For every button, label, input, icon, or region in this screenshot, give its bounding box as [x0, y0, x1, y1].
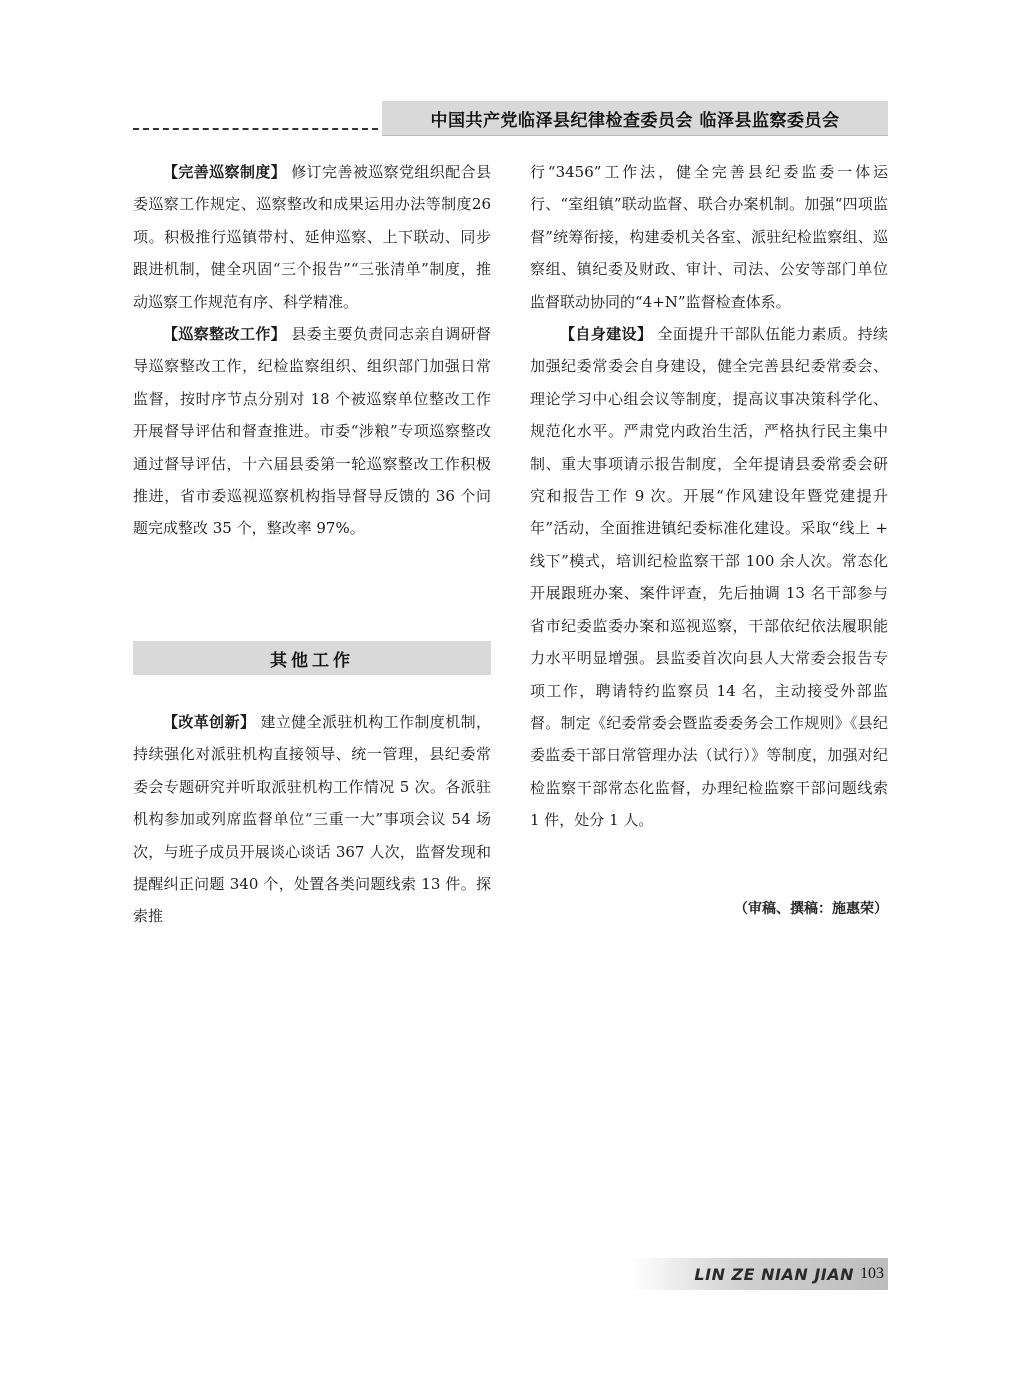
paragraph-reform-innovation: [133, 706, 491, 933]
paragraph-text: 县委主要负责同志亲自调研督导巡察整改工作，纪检监察组织、组织部门加强日常监督，按时序节点分别对 18 个被巡察单位整改工作开展督导评估和督查推进。市委“涉粮”专项巡察整改通过督导评估，十六届县委第一轮巡察整改工作积极推进，省市委巡视巡察机构指导督导反馈的 36 个问题完成整改 35 个，整改率 97%。: [133, 325, 491, 538]
paragraph-reform-innovation-continued: 行“3456”工作法，健全完善县纪委监委一体运行、“室组镇”联动监督、联合办案机制。加强“四项监督”统筹衔接，构建委机关各室、派驻纪检监察组、巡察组、镇纪委及财政、审计、司法、公安等部门单位监督联动协同的“4+N”监督检查体系。: [530, 163, 888, 311]
page-footer: [630, 1258, 888, 1290]
paragraph-text: 建立健全派驻机构工作制度机制，持续强化对派驻机构直接领导、统一管理，县纪委常委会专题研究并听取派驻机构工作情况 5 次。各派驻机构参加或列席监督单位“三重一大”事项会议 54 场次，与班子成员开展谈心谈话 367 人次，监督发现和提醒纠正问题 340 个，处置各类问题线索 13 件。探索推: [133, 713, 491, 926]
paragraph-self-building: [530, 318, 888, 837]
author-credit: （审稿、撰稿：施惠荣）: [734, 901, 888, 917]
paragraph-inspection-system: [133, 156, 491, 318]
left-column-lower: [133, 706, 491, 933]
paragraph-text: 修订完善被巡察党组织配合县委巡察工作规定、巡察整改和成果运用办法等制度26项。积极推行巡镇带村、延伸巡察、上下联动、同步跟进机制，健全巩固“三个报告”“三张清单”制度，推动巡察工作规范有序、科学精准。: [133, 163, 491, 311]
left-column: [133, 156, 491, 545]
paragraph-label: 【巡察整改工作】: [163, 325, 287, 344]
header-dashed-rule: [133, 128, 378, 130]
page-number: 103: [860, 1265, 884, 1282]
running-header-title: 中国共产党临泽县纪律检查委员会 临泽县监察委员会: [430, 110, 840, 131]
footer-yearbook-title: LIN ZE NIAN JIAN: [694, 1264, 854, 1284]
paragraph-label: 【完善巡察制度】: [163, 163, 287, 181]
paragraph-text: 全面提升干部队伍能力素质。持续加强纪委常委会自身建设，健全完善县纪委常委会、理论学习中心组会议等制度，提高议事决策科学化、规范化水平。严肃党内政治生活，严格执行民主集中制、重大事项请示报告制度，全年提请县委常委会研究和报告工作 9 次。开展“作风建设年暨党建提升年”活动，全面推进镇纪委标准化建设。采取“线上 + 线下”模式，培训纪检监察干部 100 余人次。常态化开展跟班办案、案件评查，先后抽调 13 名干部参与省市纪委监委办案和巡视巡察，干部依纪依法履职能力水平明显增强。县监委首次向县人大常委会报告专项工作，聘请特约监察员 14 名，主动接受外部监督。制定《纪委常委会暨监委委务会工作规则》《县纪委监委干部日常管理办法（试行）》等制度，加强对纪检监察干部常态化监督，办理纪检监察干部问题线索 1 件，处分 1 人。: [530, 325, 888, 830]
running-header: [382, 101, 888, 136]
right-column: [530, 156, 888, 837]
section-heading: [133, 641, 491, 675]
paragraph-label: 【改革创新】: [163, 713, 256, 731]
paragraph-label: 【自身建设】: [560, 325, 653, 344]
section-heading-title: 其他工作: [270, 650, 354, 671]
paragraph-inspection-rectification: [133, 318, 491, 545]
